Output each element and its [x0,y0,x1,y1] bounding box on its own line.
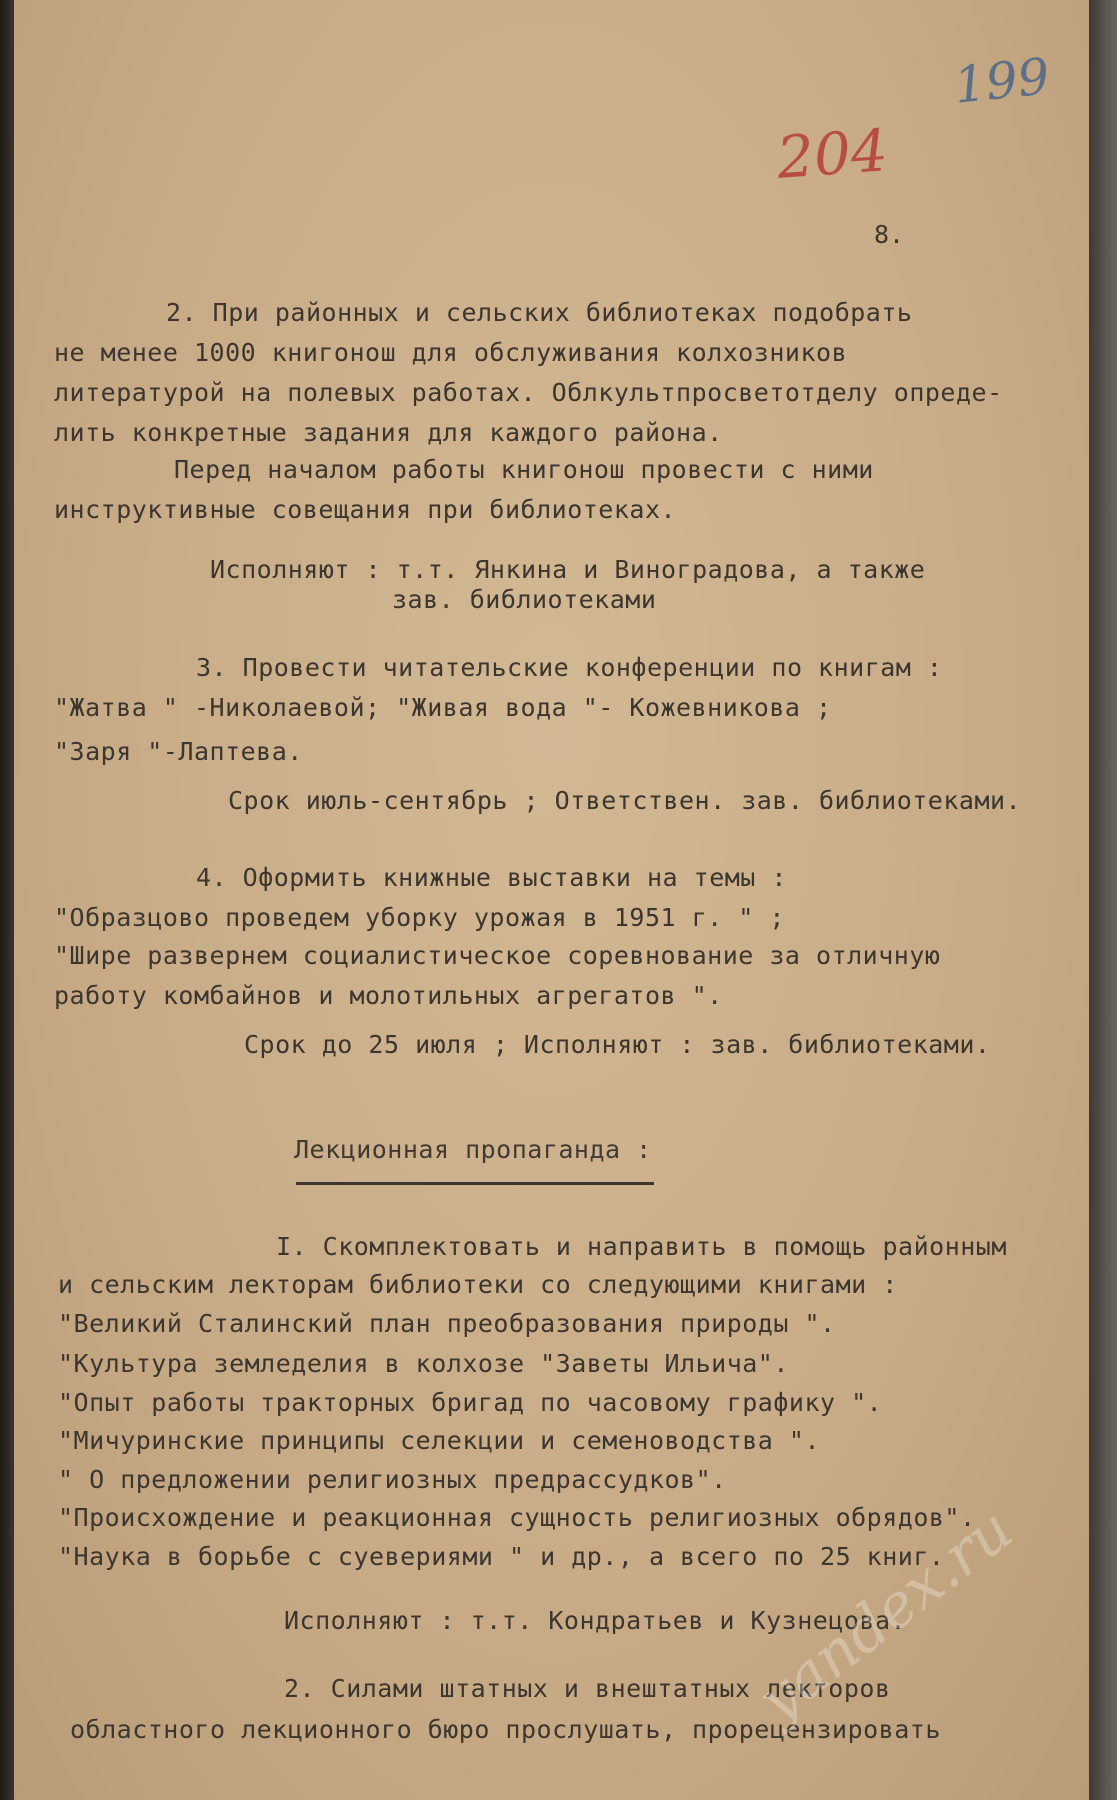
text-line: лить конкретные задания для каждого района. [54,418,723,447]
text-line: работу комбайнов и молотильных агрегатов ". [54,981,723,1010]
binding-shadow [0,0,14,1800]
text-line: литературой на полевых работах. Облкультпросветотделу опреде- [54,378,1003,407]
text-line: "Шире развернем социалистическое соревнование за отличную [54,941,941,970]
text-line: "Образцово проведем уборку урожая в 1951 г. " ; [54,903,785,932]
text-line: "Великий Сталинский план преобразования природы ". [58,1309,836,1338]
text-line: и сельским лекторам библиотеки со следующими книгами : [58,1270,898,1299]
text-line: "Наука в борьбе с суевериями " и др., а всего по 25 книг. [58,1542,945,1571]
text-line: "Заря "-Лаптева. [54,737,303,766]
text-line: 2. При районных и сельских библиотеках подобрать [166,298,913,327]
text-line: инструктивные совещания при библиотеках. [54,495,677,524]
text-line: "Культура земледелия в колхозе "Заветы Ильича". [58,1349,789,1378]
text-line: "Мичуринские принципы селекции и семеноводства ". [58,1426,821,1455]
text-line: "Жатва " -Николаевой; "Живая вода "- Кожевникова ; [54,693,832,722]
text-line: 3. Провести читательские конференции по книгам : [196,653,943,682]
section-heading: Лекционная пропаганда : [294,1135,652,1164]
executors-line: зав. библиотеками [392,585,657,614]
handwritten-page-number: 199 [951,47,1053,115]
typed-page-number: 8. [874,220,905,249]
text-line: 2. Силами штатных и внештатных лекторов [284,1674,891,1703]
text-line: "Происхождение и реакционная сущность религиозных обрядов". [58,1503,976,1532]
red-page-number: 204 [774,116,890,192]
executors-line: Исполняют : т.т. Кондратьев и Кузнецова. [284,1606,907,1635]
document-page [14,0,1089,1800]
text-line: областного лекционного бюро прослушать, прорецензировать [70,1715,941,1744]
executors-line: Исполняют : т.т. Янкина и Виноградова, а также [210,555,926,584]
text-line: " О предложении религиозных предрассудков". [58,1465,727,1494]
text-line: не менее 1000 книгонош для обслуживания колхозников [54,338,848,367]
deadline-line: Срок июль-сентябрь ; Ответствен. зав. библиотеками. [228,786,1022,815]
heading-underline [296,1182,654,1185]
text-line: I. Скомплектовать и направить в помощь районным [276,1232,1007,1261]
watermark: yandex.ru [744,1494,1026,1736]
text-line: 4. Оформить книжные выставки на темы : [196,863,787,892]
text-line: Перед началом работы книгонош провести с ними [174,455,874,484]
text-line: "Опыт работы тракторных бригад по часовому графику ". [58,1388,883,1417]
deadline-line: Срок до 25 июля ; Исполняют : зав. библиотеками. [244,1030,991,1059]
background-edge [1089,0,1117,1800]
